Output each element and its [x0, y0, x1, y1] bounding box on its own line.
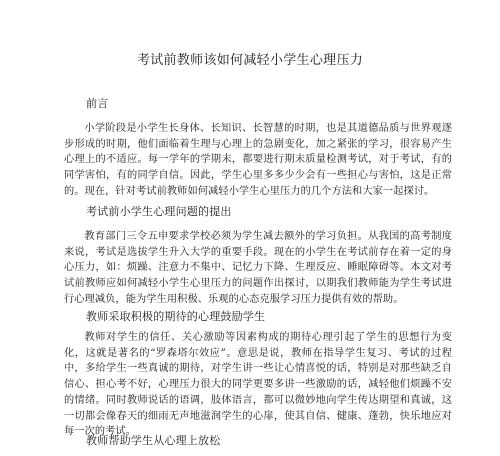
- section-paragraph-problems: 教育部门三令五申要求学校必须为学生减去额外的学习负担。从我国的高考制度来说，考试是选拔学生升入大学的重要手段。现在的小学生在考试前存在着一定的身心压力，如：烦躁、注意力不集中、记忆力下降、生理反应、睡眠障碍等。本文对考试前教师应如何减轻小学生心里压力的问题作出探讨，以期我们教师能为学生考试进行心理减负，能为学生用积极、乐观的心态克服学习压力提供有效的帮助。: [64, 231, 452, 305]
- section-heading-relax: 教师帮助学生从心理上放松: [86, 434, 221, 447]
- section-paragraph-preface: 小学阶段是小学生长身体、长知识、长智慧的时期，也是其道德品质与世界观逐步形成的时期，他们面临着生理与心理上的急剧变化，加之紧张的学习，很容易产生心理上的不适应。每一学年的学期末，都要进行期末质量检测考试，对于考试，有的同学害怕，有的同学自信。因此，学生心里多多少少会有一些担心与害怕，这是正常的。现在，针对考试前教师如何减轻小学生心里压力的几个方法和大家一起探讨。: [64, 123, 452, 197]
- page-title: 考试前教师该如何减轻小学生心理压力: [136, 53, 364, 68]
- section-heading-expectation: 教师采取积极的期待的心理鼓励学生: [86, 310, 266, 323]
- section-heading-problems: 考试前小学生心理问题的提出: [86, 205, 232, 218]
- section-heading-preface: 前言: [86, 97, 109, 110]
- section-paragraph-expectation: 教师对学生的信任、关心激励等因素构成的期待心理引起了学生的思想行为变化，这就是著名的“罗森塔尔效应”。意思是说，教师在指导学生复习、考试的过程中，多给学生一些真诚的期待，对学生讲一些让心情喜悦的话，特别是对那些缺乏自信心、担心考不好，心理压力很大的同学更要多讲一些激励的话，减轻他们烦躁不安的情绪。同时教师说话的语调，肢体语言，都可以微妙地向学生传达期望和真诚，这一切都会像春天的细雨无声地滋润学生的心扉，使其自信、健康、蓬勃，快乐地应对每一次的考试。: [64, 332, 452, 438]
